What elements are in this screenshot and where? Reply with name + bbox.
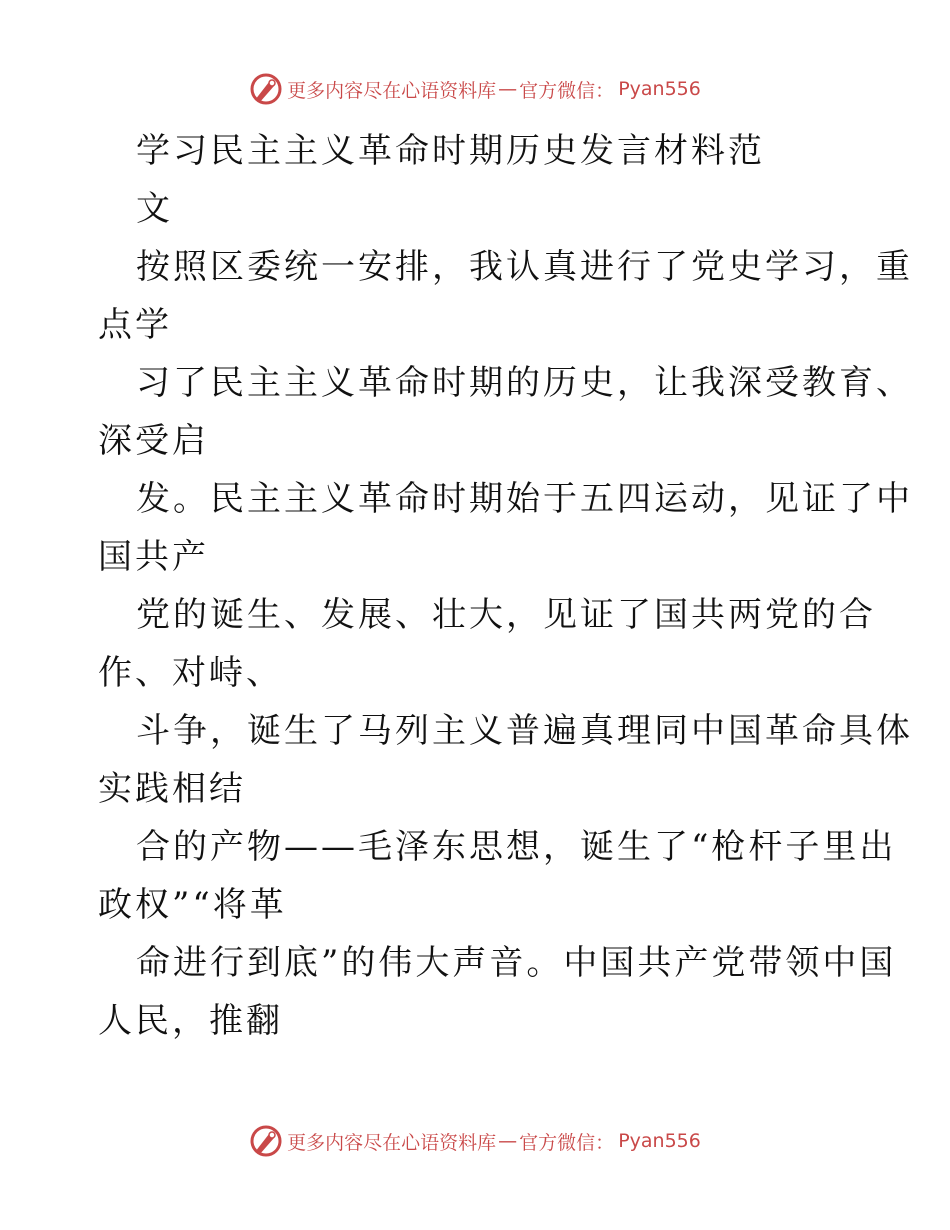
paragraph-line: 发。民主主义革命时期始于五四运动，见证了中 [136, 479, 913, 519]
paragraph-line: 作、对峙、 [98, 653, 283, 693]
wechat-id: Pyan556 [618, 78, 701, 100]
footer-banner [0, 1124, 950, 1158]
document-title-line-1: 学习民主主义革命时期历史发言材料范 [136, 131, 765, 171]
header-banner [0, 72, 950, 106]
separator: — [498, 1130, 518, 1152]
paragraph-line: 政权”“将革 [98, 885, 287, 925]
paragraph-line: 习了民主主义革命时期的历史，让我深受教育、 [136, 363, 913, 403]
paragraph-line: 斗争，诞生了马列主义普遍真理同中国革命具体 [136, 711, 913, 751]
document-body [98, 122, 913, 1050]
paragraph-line: 国共产 [98, 537, 209, 577]
paragraph-line: 点学 [98, 305, 172, 345]
pen-circle-logo-icon [249, 72, 283, 106]
paragraph-line: 实践相结 [98, 769, 246, 809]
paragraph-line: 按照区委统一安排，我认真进行了党史学习，重 [136, 247, 913, 287]
document-title-line-2: 文 [136, 189, 173, 229]
paragraph-line: 合的产物——毛泽东思想，诞生了“枪杆子里出 [136, 827, 897, 867]
wechat-id: Pyan556 [618, 1130, 701, 1152]
separator: — [498, 78, 518, 100]
pen-circle-logo-icon [249, 1124, 283, 1158]
paragraph-line: 党的诞生、发展、壮大，见证了国共两党的合 [136, 595, 876, 635]
paragraph-line: 深受启 [98, 421, 209, 461]
paragraph-line: 命进行到底”的伟大声音。中国共产党带领中国 [136, 943, 897, 983]
wechat-label: 官方微信： [519, 1131, 615, 1154]
brand-text: 更多内容尽在心语资料库 [287, 79, 497, 102]
wechat-label: 官方微信： [519, 79, 615, 102]
brand-text: 更多内容尽在心语资料库 [287, 1131, 497, 1154]
paragraph-line: 人民，推翻 [98, 1001, 283, 1041]
